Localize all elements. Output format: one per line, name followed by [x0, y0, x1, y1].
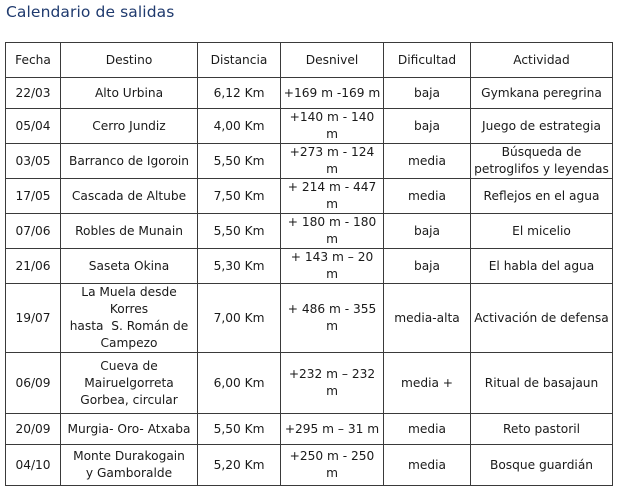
- page-title: Calendario de salidas: [6, 3, 175, 21]
- cell-distancia: 6,00 Km: [198, 353, 281, 414]
- cell-actividad: [471, 214, 613, 249]
- cell-actividad: [471, 179, 613, 214]
- cell-actividad: [471, 414, 613, 445]
- cell-fecha: 19/07: [6, 284, 61, 353]
- cell-actividad: [471, 144, 613, 179]
- cell-destino: [61, 214, 198, 249]
- actividad-line: Ritual de basajaun: [484, 375, 599, 390]
- cell-actividad: [471, 78, 613, 109]
- cell-dificultad: media +: [384, 353, 471, 414]
- cell-dificultad: baja: [384, 249, 471, 284]
- cell-distancia: 6,12 Km: [198, 78, 281, 109]
- destino-line: Cueva de: [100, 358, 158, 373]
- destino-line: La Muela desde Korres: [81, 285, 177, 316]
- cell-desnivel: +273 m - 124 m: [281, 144, 384, 179]
- destino-line: Gorbea, circular: [80, 392, 178, 407]
- cell-fecha: 06/09: [6, 353, 61, 414]
- actividad-line: Juego de estrategia: [482, 118, 601, 133]
- destino-line: y Gamboralde: [85, 466, 173, 480]
- cell-dificultad: media: [384, 144, 471, 179]
- table-row: [6, 179, 613, 214]
- cell-distancia: 5,30 Km: [198, 249, 281, 284]
- cell-desnivel: +295 m – 31 m: [281, 414, 384, 445]
- actividad-line: El micelio: [512, 223, 571, 238]
- destino-line: Cerro Jundiz: [92, 118, 166, 133]
- cell-desnivel: + 143 m – 20 m: [281, 249, 384, 284]
- header-row: [6, 43, 613, 78]
- cell-destino: [61, 78, 198, 109]
- cell-distancia: 7,50 Km: [198, 179, 281, 214]
- table-body: [6, 78, 613, 486]
- cell-desnivel: +250 m - 250 m: [281, 445, 384, 486]
- cell-actividad: [471, 284, 613, 353]
- destino-line: Cascada de Altube: [71, 188, 187, 203]
- column-header-distancia: Distancia: [198, 43, 281, 78]
- column-header-actividad: Actividad: [471, 43, 613, 78]
- cell-dificultad: media: [384, 445, 471, 486]
- destino-line: Alto Urbina: [94, 85, 164, 100]
- cell-destino: [61, 249, 198, 284]
- cell-dificultad: media-alta: [384, 284, 471, 353]
- actividad-line: El habla del agua: [488, 258, 595, 273]
- table-row: [6, 353, 613, 414]
- table-row: [6, 414, 613, 445]
- calendar-table: [5, 42, 613, 486]
- actividad-line: Búsqueda de: [501, 145, 582, 159]
- cell-actividad: [471, 109, 613, 144]
- cell-dificultad: media: [384, 414, 471, 445]
- cell-fecha: 22/03: [6, 78, 61, 109]
- table-row: [6, 78, 613, 109]
- destino-line: Murgia- Oro- Atxaba: [67, 421, 191, 436]
- table-row: [6, 284, 613, 353]
- cell-destino: [61, 353, 198, 414]
- actividad-line: Bosque guardián: [489, 457, 594, 472]
- table-row: [6, 109, 613, 144]
- cell-dificultad: baja: [384, 109, 471, 144]
- cell-distancia: 5,20 Km: [198, 445, 281, 486]
- column-header-desnivel: Desnivel: [281, 43, 384, 78]
- cell-distancia: 4,00 Km: [198, 109, 281, 144]
- table-row: [6, 249, 613, 284]
- cell-fecha: 05/04: [6, 109, 61, 144]
- cell-fecha: 21/06: [6, 249, 61, 284]
- cell-fecha: 17/05: [6, 179, 61, 214]
- cell-dificultad: baja: [384, 78, 471, 109]
- destino-line: Campezo: [100, 336, 158, 350]
- cell-desnivel: +140 m - 140 m: [281, 109, 384, 144]
- cell-desnivel: + 214 m - 447 m: [281, 179, 384, 214]
- column-header-destino: Destino: [61, 43, 198, 78]
- cell-actividad: [471, 445, 613, 486]
- actividad-line: Reflejos en el agua: [483, 188, 600, 203]
- cell-fecha: 04/10: [6, 445, 61, 486]
- cell-destino: [61, 445, 198, 486]
- cell-fecha: 07/06: [6, 214, 61, 249]
- cell-fecha: 20/09: [6, 414, 61, 445]
- cell-distancia: 5,50 Km: [198, 214, 281, 249]
- destino-line: Mairuelgorreta: [84, 375, 174, 390]
- destino-line: Barranco de Igoroin: [68, 153, 190, 168]
- cell-fecha: 03/05: [6, 144, 61, 179]
- cell-destino: [61, 284, 198, 353]
- destino-line: hasta S. Román de: [69, 319, 189, 333]
- cell-distancia: 5,50 Km: [198, 414, 281, 445]
- column-header-fecha: Fecha: [6, 43, 61, 78]
- cell-destino: [61, 414, 198, 445]
- table-header: [6, 43, 613, 78]
- cell-destino: [61, 109, 198, 144]
- cell-destino: [61, 144, 198, 179]
- destino-line: Saseta Okina: [88, 258, 170, 273]
- cell-actividad: [471, 353, 613, 414]
- table-row: [6, 445, 613, 486]
- cell-desnivel: + 486 m - 355 m: [281, 284, 384, 353]
- cell-distancia: 7,00 Km: [198, 284, 281, 353]
- cell-destino: [61, 179, 198, 214]
- actividad-line: petroglifos y leyendas: [474, 162, 609, 176]
- table-row: [6, 214, 613, 249]
- destino-line: Monte Durakogain: [73, 449, 185, 463]
- cell-actividad: [471, 249, 613, 284]
- cell-desnivel: +232 m – 232 m: [281, 353, 384, 414]
- cell-desnivel: +169 m -169 m: [281, 78, 384, 109]
- cell-distancia: 5,50 Km: [198, 144, 281, 179]
- cell-desnivel: + 180 m - 180 m: [281, 214, 384, 249]
- table-row: [6, 144, 613, 179]
- actividad-line: Gymkana peregrina: [481, 85, 602, 100]
- destino-line: Robles de Munain: [75, 223, 183, 238]
- cell-dificultad: baja: [384, 214, 471, 249]
- actividad-line: Activación de defensa: [474, 310, 609, 325]
- column-header-dificultad: Dificultad: [384, 43, 471, 78]
- actividad-line: Reto pastoril: [502, 421, 581, 436]
- cell-dificultad: media: [384, 179, 471, 214]
